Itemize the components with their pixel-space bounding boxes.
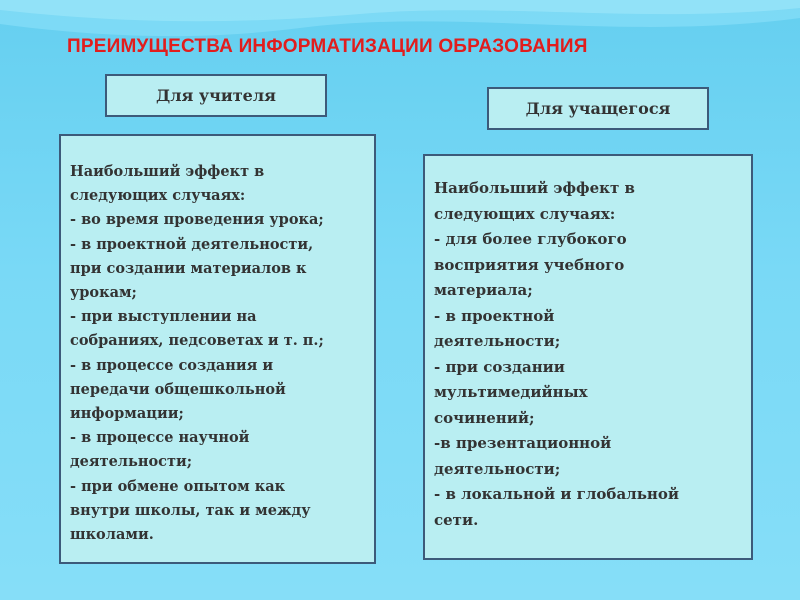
student-text-line: сочинений; [434, 408, 535, 427]
teacher-text-line: - при выступлении на [70, 308, 257, 326]
student-text-line: деятельности; [434, 332, 561, 350]
student-label-box: Для учащегося [487, 87, 709, 130]
student-text-line: материала; [434, 281, 533, 299]
teacher-text-line: передачи общешкольной [70, 380, 286, 398]
teacher-text-line: собраниях, педсоветах и т. п.; [70, 332, 324, 350]
student-text-line: мультимедийных [434, 383, 588, 401]
student-text-line: - в локальной и глобальной [434, 485, 680, 503]
teacher-text-line: - в проектной деятельности, [70, 235, 314, 253]
student-text-line: деятельности; [434, 459, 561, 478]
student-text-line: - при создании [434, 357, 565, 376]
teacher-label-box: Для учителя [105, 74, 327, 117]
teacher-text-line: - в процессе создания и [70, 356, 274, 374]
teacher-text-line: следующих случаях: [70, 187, 246, 205]
student-text-line: сети. [434, 510, 479, 529]
teacher-text-line: деятельности; [70, 453, 193, 471]
teacher-text-line: Наибольший эффект в [70, 163, 265, 180]
student-text-line: -в презентационной [434, 434, 612, 452]
page-title: ПРЕИМУЩЕСТВА ИНФОРМАТИЗАЦИИ ОБРАЗОВАНИЯ [67, 36, 588, 57]
student-benefits-panel [423, 154, 753, 560]
student-text-line: следующих случаях: [434, 204, 616, 223]
student-text-line: Наибольший эффект в [434, 179, 635, 197]
teacher-text-line: - в процессе научной [70, 429, 250, 447]
student-text-line: - для более глубокого [434, 230, 627, 248]
teacher-text-line: школами. [70, 526, 154, 544]
teacher-benefits-panel [59, 134, 376, 564]
teacher-text-line: - при обмене опытом как [70, 477, 286, 495]
student-text-line: - в проектной [434, 306, 555, 325]
teacher-text-line: урокам; [70, 284, 137, 302]
student-text-line: восприятия учебного [434, 255, 625, 274]
teacher-text-line: внутри школы, так и между [70, 501, 311, 519]
teacher-text-line: при создании материалов к [70, 259, 307, 277]
teacher-text-line: - во время проведения урока; [70, 211, 324, 229]
teacher-text-line: информации; [70, 405, 184, 423]
